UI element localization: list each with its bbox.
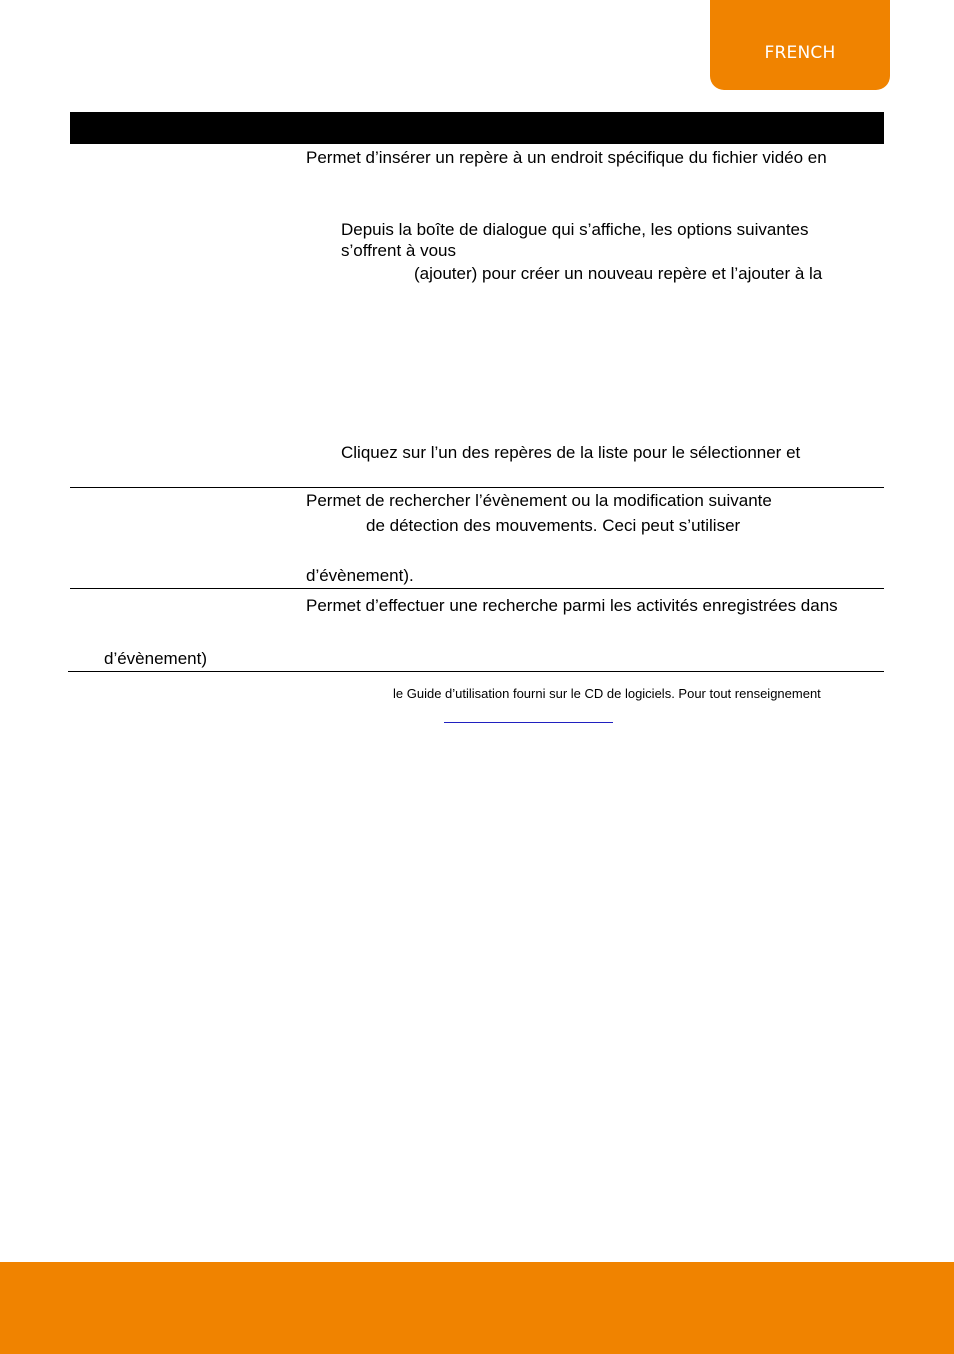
row3-line2: d’évènement): [104, 649, 208, 668]
row1-line5: Cliquez sur l’un des repères de la liste pour le sélectionner et: [341, 443, 801, 462]
row-divider: [70, 588, 884, 589]
table-header-bar: [70, 112, 884, 144]
row1-line2: Depuis la boîte de dialogue qui s’affiche, les options suivantes: [341, 220, 809, 239]
language-label: FRENCH: [764, 43, 836, 63]
row2-line3: d’évènement).: [306, 566, 414, 585]
website-link-underline[interactable]: [444, 722, 613, 723]
row-divider: [70, 487, 884, 488]
row1-line4: (ajouter) pour créer un nouveau repère et l’ajouter à la: [414, 264, 823, 283]
row2-line1: Permet de rechercher l’évènement ou la modification suivante: [306, 491, 772, 510]
footer-bar: [0, 1262, 954, 1354]
row1-line1: Permet d’insérer un repère à un endroit spécifique du fichier vidéo en: [306, 148, 827, 167]
row2-line2: de détection des mouvements. Ceci peut s’utiliser: [366, 516, 741, 535]
table-bottom-rule: [68, 671, 884, 672]
row3-line1: Permet d’effectuer une recherche parmi les activités enregistrées dans: [306, 596, 838, 615]
language-tab: [710, 0, 890, 90]
row1-line3: s’offrent à vous: [341, 241, 456, 260]
note-text: le Guide d’utilisation fourni sur le CD de logiciels. Pour tout renseignement: [393, 686, 821, 701]
